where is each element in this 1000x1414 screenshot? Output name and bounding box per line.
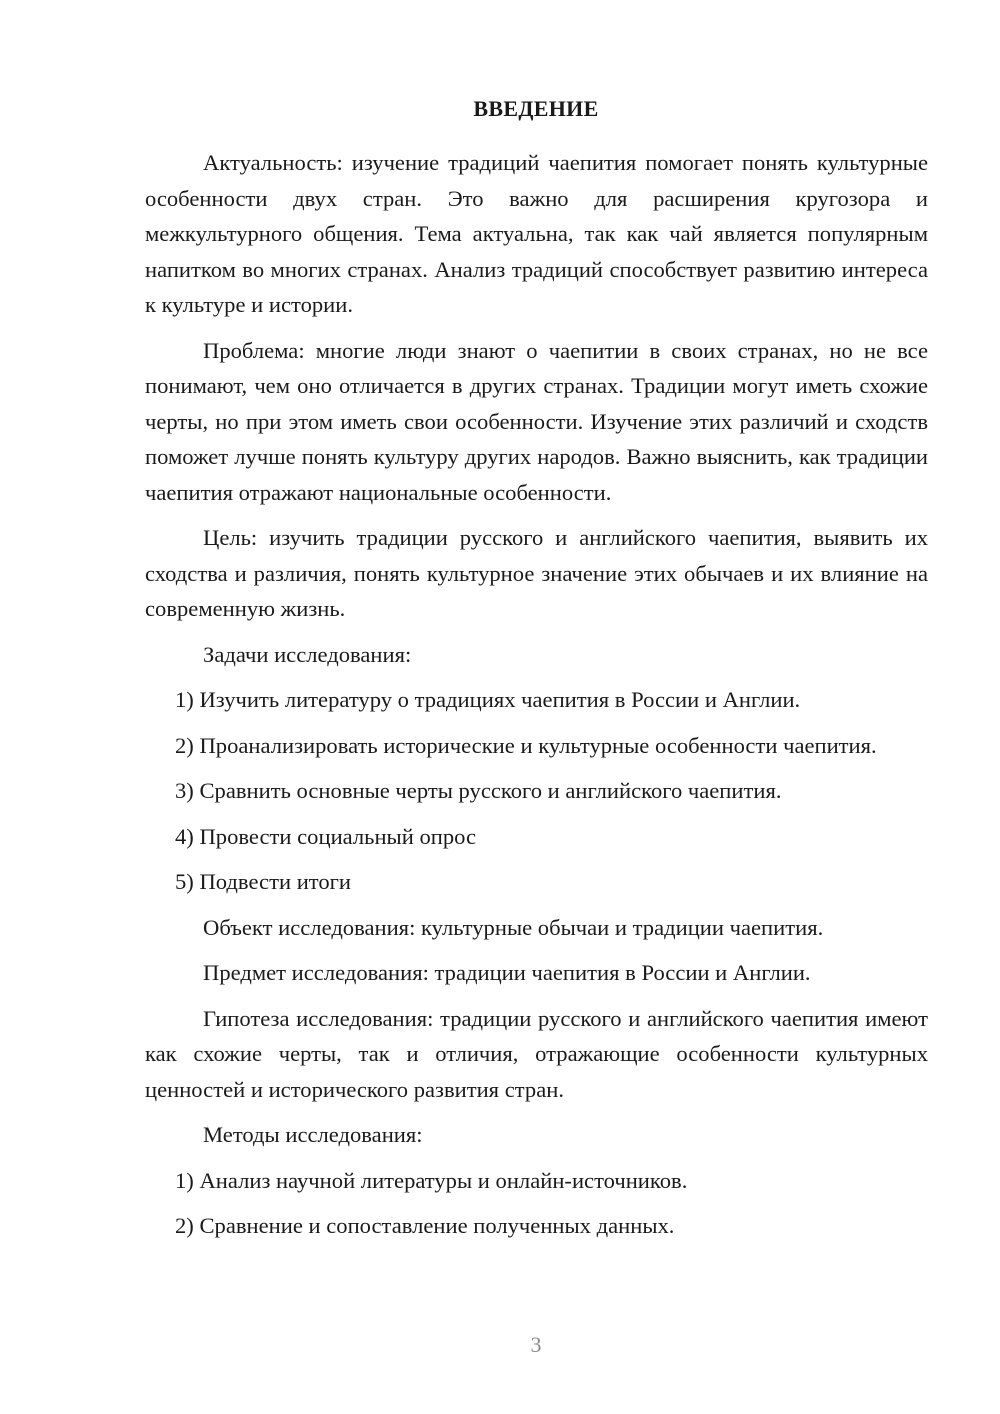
relevance-paragraph: Актуальность: изучение традиций чаепития помогает понять культурные особенности двух стран. Это важно для расширения кругозора и межкультурного общения. Тема актуальна, так как чай является популярным напитком во многих странах. Анализ традиций способствует развитию интереса к культуре и истории. bbox=[145, 150, 928, 317]
method-item: 2) Сравнение и сопоставление полученных данных. bbox=[175, 1213, 675, 1238]
problem-paragraph: Проблема: многие люди знают о чаепитии в своих странах, но не все понимают, чем оно отличается в других странах. Традиции могут иметь схожие черты, но при этом иметь свои особенности. Изучение этих различий и сходств поможет лучше понять культуру других народов. Важно выяснить, как традиции чаепития отражают национальные особенности. bbox=[145, 337, 928, 505]
object-paragraph: Объект исследования: культурные обычаи и традиции чаепития. bbox=[203, 914, 824, 940]
document-body bbox=[145, 145, 928, 1254]
task-item: 5) Подвести итоги bbox=[175, 869, 352, 894]
task-item: 4) Провести социальный опрос bbox=[175, 823, 477, 849]
subject-paragraph: Предмет исследования: традиции чаепития в России и Англии. bbox=[203, 960, 811, 985]
task-item: 3) Сравнить основные черты русского и английского чаепития. bbox=[175, 778, 782, 803]
page-title: ВВЕДЕНИЕ bbox=[473, 96, 599, 121]
goal-paragraph: Цель: изучить традиции русского и английского чаепития, выявить их сходства и различия, понять культурное значение этих обычаев и их влияние на современную жизнь. bbox=[145, 525, 928, 621]
method-item: 1) Анализ научной литературы и онлайн-источников. bbox=[175, 1167, 688, 1193]
page-number: 3 bbox=[530, 1332, 542, 1357]
task-item: 1) Изучить литературу о традициях чаепития в России и Англии. bbox=[175, 687, 801, 712]
methods-heading: Методы исследования: bbox=[203, 1122, 423, 1147]
tasks-heading: Задачи исследования: bbox=[203, 641, 412, 667]
task-item: 2) Проанализировать исторические и культурные особенности чаепития. bbox=[175, 732, 877, 758]
hypothesis-paragraph: Гипотеза исследования: традиции русского и английского чаепития имеют как схожие черты, так и отличия, отражающие особенности культурных ценностей и исторического развития стран. bbox=[145, 1005, 928, 1102]
